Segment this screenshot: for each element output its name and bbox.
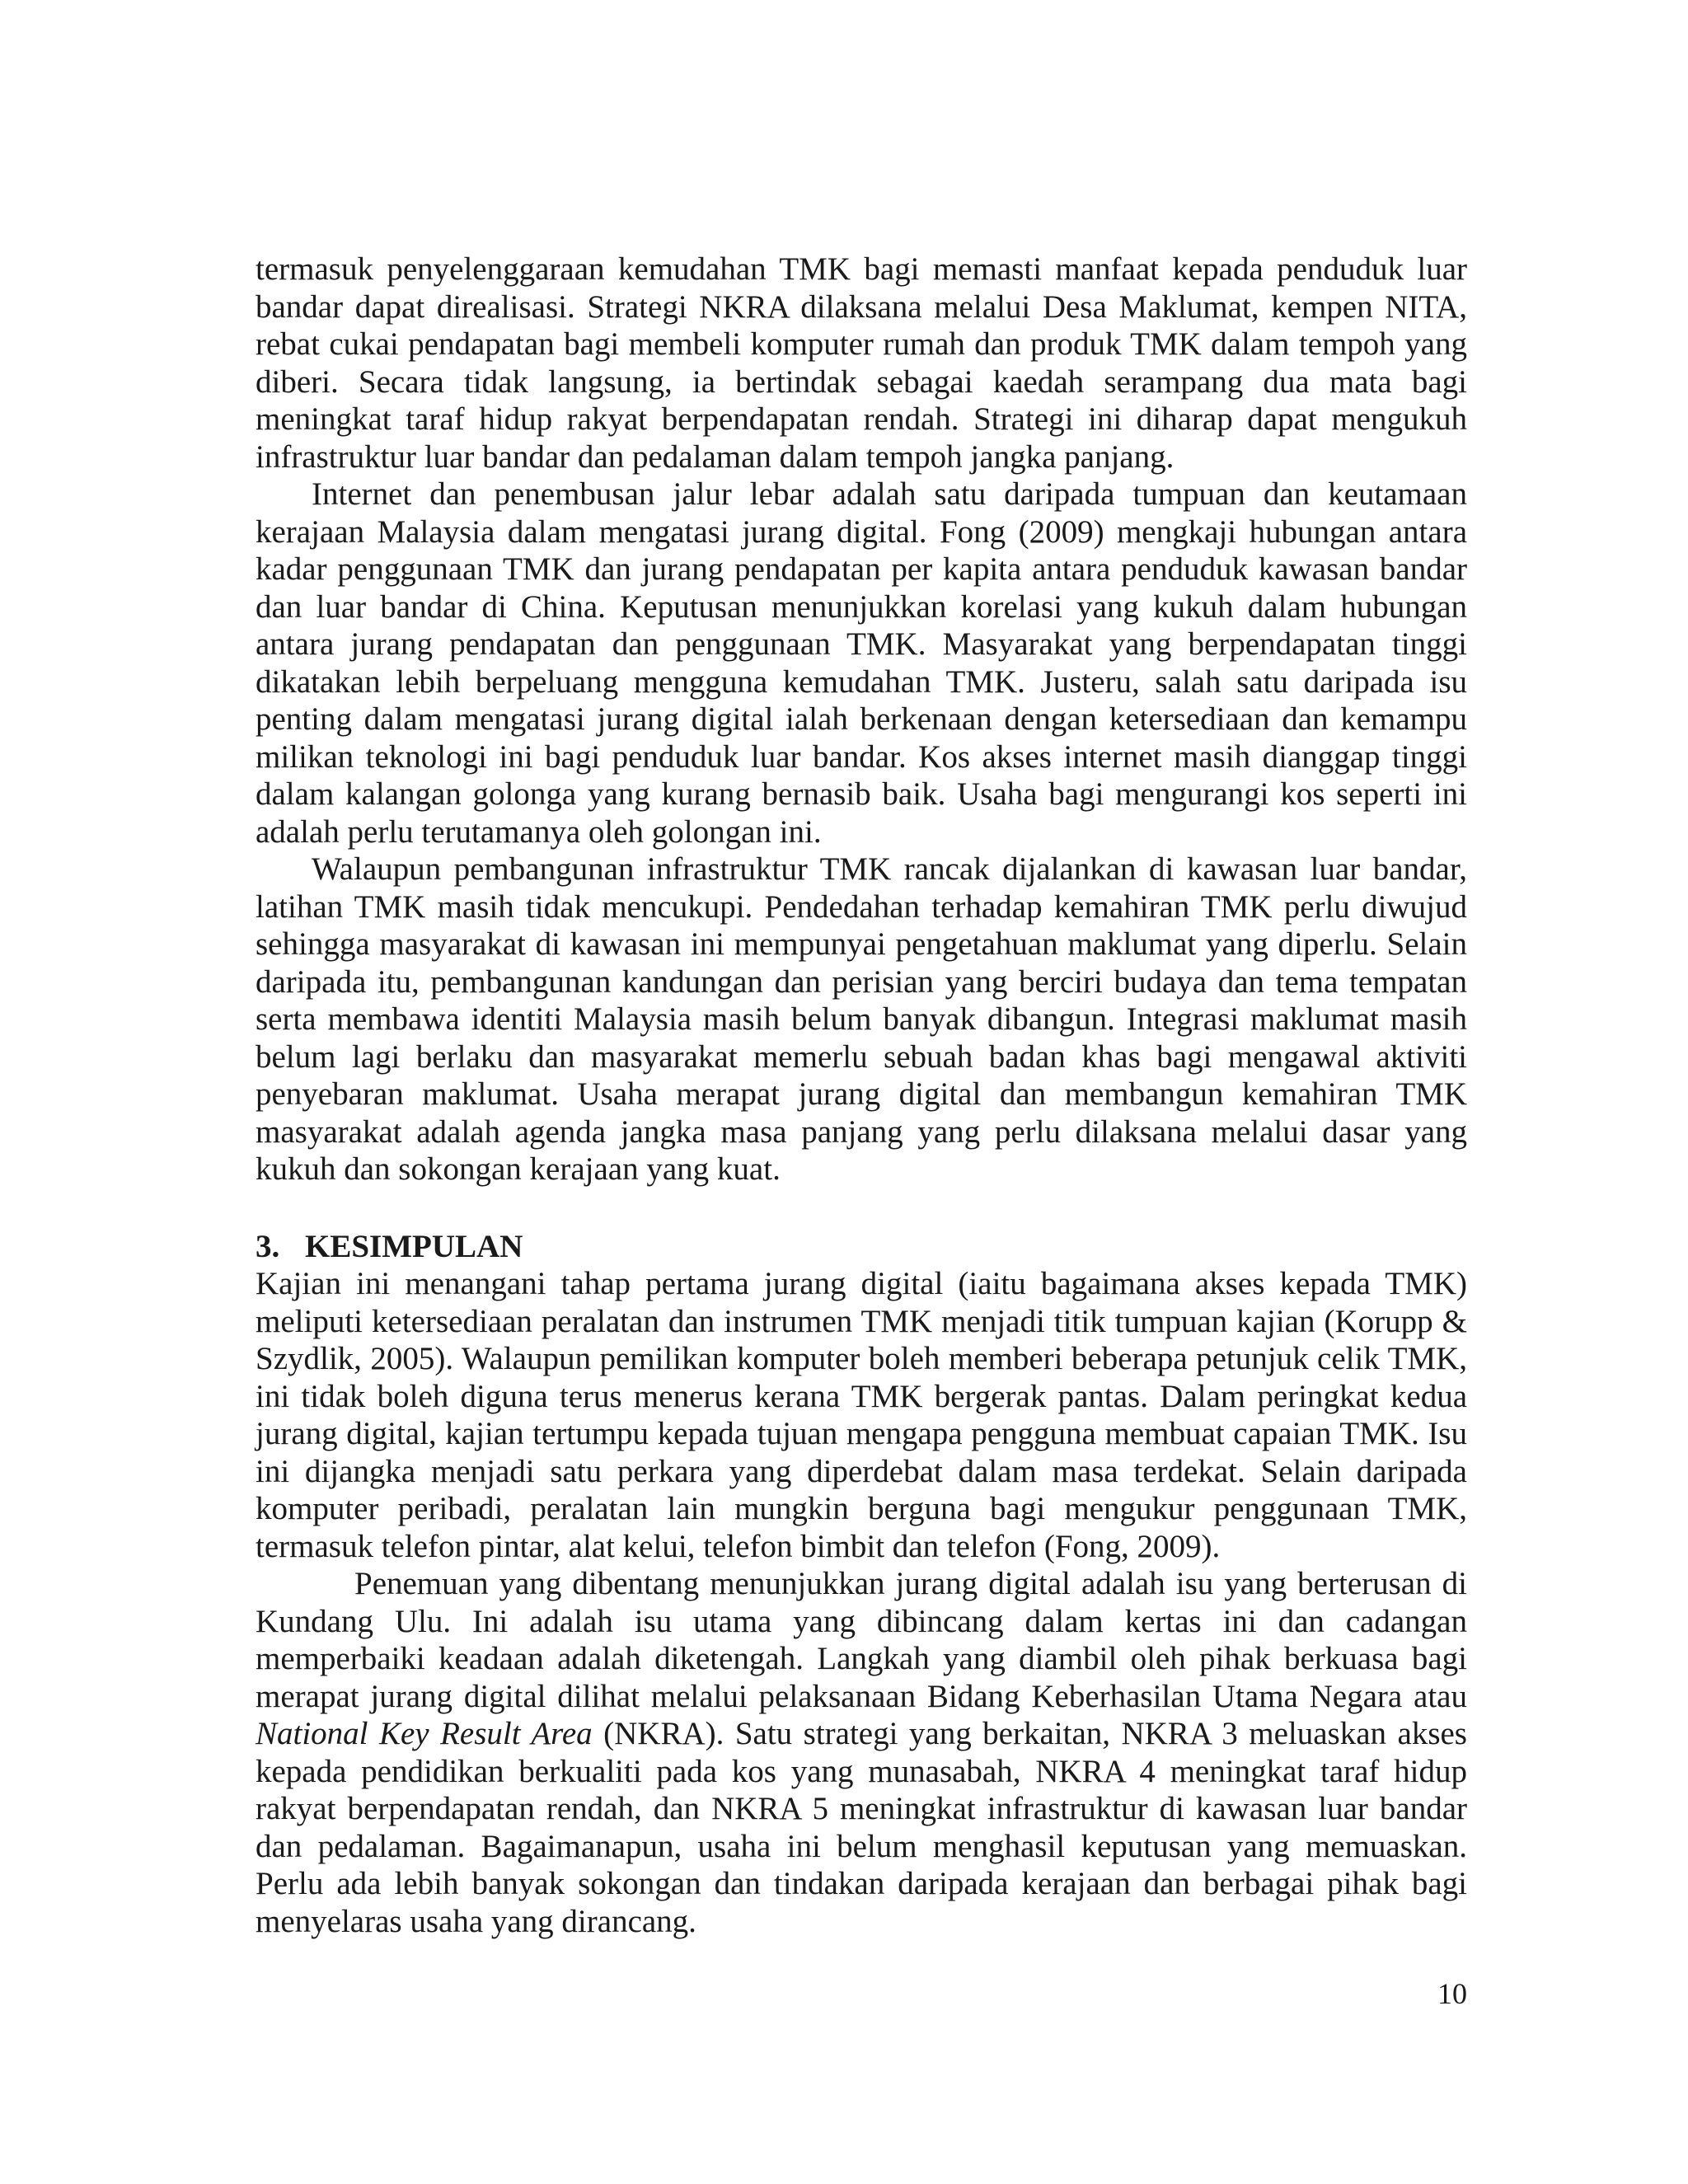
section-number: 3.	[256, 1228, 280, 1264]
body-paragraph: termasuk penyelenggaraan kemudahan TMK bagi memasti manfaat kepada penduduk luar bandar dapat direalisasi. Strategi NKRA dilaksana melalui Desa Maklumat, kempen NITA, rebat cukai pendapatan bagi membeli komputer rumah dan produk TMK dalam tempoh yang diberi. Secara tidak langsung, ia bertindak sebagai kaedah serampang dua mata bagi meningkat taraf hidup rakyat berpendapatan rendah. Strategi ini diharap dapat mengukuh infrastruktur luar bandar dan pedalaman dalam tempoh jangka panjang.	[256, 251, 1467, 475]
conclusion-paragraph: Kajian ini menangani tahap pertama jurang digital (iaitu bagaimana akses kepada TMK) meliputi ketersediaan peralatan dan instrumen TMK menjadi titik tumpuan kajian (Korupp & Szydlik, 2005). Walaupun pemilikan komputer boleh memberi beberapa petunjuk celik TMK, ini tidak boleh diguna terus menerus kerana TMK bergerak pantas. Dalam peringkat kedua jurang digital, kajian tertumpu kepada tujuan mengapa pengguna membuat capaian TMK. Isu ini dijangka menjadi satu perkara yang diperdebat dalam masa terdekat. Selain daripada komputer peribadi, peralatan lain mungkin berguna bagi mengukur penggunaan TMK, termasuk telefon pintar, alat kelui, telefon bimbit dan telefon (Fong, 2009).	[256, 1266, 1467, 1564]
page-number: 10	[1437, 1977, 1467, 2010]
body-paragraph: Walaupun pembangunan infrastruktur TMK rancak dijalankan di kawasan luar bandar, latihan TMK masih tidak mencukupi. Pendedahan terhadap kemahiran TMK perlu diwujud sehingga masyarakat di kawasan ini mempunyai pengetahuan maklumat yang diperlu. Selain daripada itu, pembangunan kandungan dan perisian yang berciri budaya dan tema tempatan serta membawa identiti Malaysia masih belum banyak dibangun. Integrasi maklumat masih belum lagi berlaku dan masyarakat memerlu sebuah badan khas bagi mengawal aktiviti penyebaran maklumat. Usaha merapat jurang digital dan membangun kemahiran TMK masyarakat adalah agenda jangka masa panjang yang perlu dilaksana melalui dasar yang kukuh dan sokongan kerajaan yang kuat.	[256, 851, 1467, 1187]
text-run: (NKRA). Satu strategi yang berkaitan, NKRA 3 meluaskan akses kepada pendidikan berkualiti pada kos yang munasabah, NKRA 4 meningkat taraf hidup rakyat berpendapatan rendah, dan NKRA 5 meningkat infrastruktur di kawasan luar bandar dan pedalaman. Bagaimanapun, usaha ini belum menghasil keputusan yang memuaskan. Perlu ada lebih banyak sokongan dan tindakan daripada kerajaan dan berbagai pihak bagi menyelaras usaha yang dirancang.	[256, 1716, 1467, 1939]
italic-term: National Key Result Area	[256, 1716, 593, 1751]
section-title: KESIMPULAN	[305, 1228, 523, 1264]
text-run: Penemuan yang dibentang menunjukkan jurang digital adalah isu yang berterusan di Kundang Ulu. Ini adalah isu utama yang dibincang dalam kertas ini dan cadangan memperbaiki keadaan adalah diketengah. Langkah yang diambil oleh pihak berkuasa bagi merapat jurang digital dilihat melalui pelaksanaan Bidang Keberhasilan Utama Negara atau	[256, 1566, 1467, 1714]
body-paragraph: Internet dan penembusan jalur lebar adalah satu daripada tumpuan dan keutamaan kerajaan Malaysia dalam mengatasi jurang digital. Fong (2009) mengkaji hubungan antara kadar penggunaan TMK dan jurang pendapatan per kapita antara penduduk kawasan bandar dan luar bandar di China. Keputusan menunjukkan korelasi yang kukuh dalam hubungan antara jurang pendapatan dan penggunaan TMK. Masyarakat yang berpendapatan tinggi dikatakan lebih berpeluang mengguna kemudahan TMK. Justeru, salah satu daripada isu penting dalam mengatasi jurang digital ialah berkenaan dengan ketersediaan dan kemampu milikan teknologi ini bagi penduduk luar bandar. Kos akses internet masih dianggap tinggi dalam kalangan golonga yang kurang bernasib baik. Usaha bagi mengurangi kos seperti ini adalah perlu terutamanya oleh golongan ini.	[256, 476, 1467, 850]
document-body	[256, 251, 1467, 1940]
conclusion-paragraph	[256, 1565, 1467, 1940]
section-heading	[256, 1228, 1467, 1266]
